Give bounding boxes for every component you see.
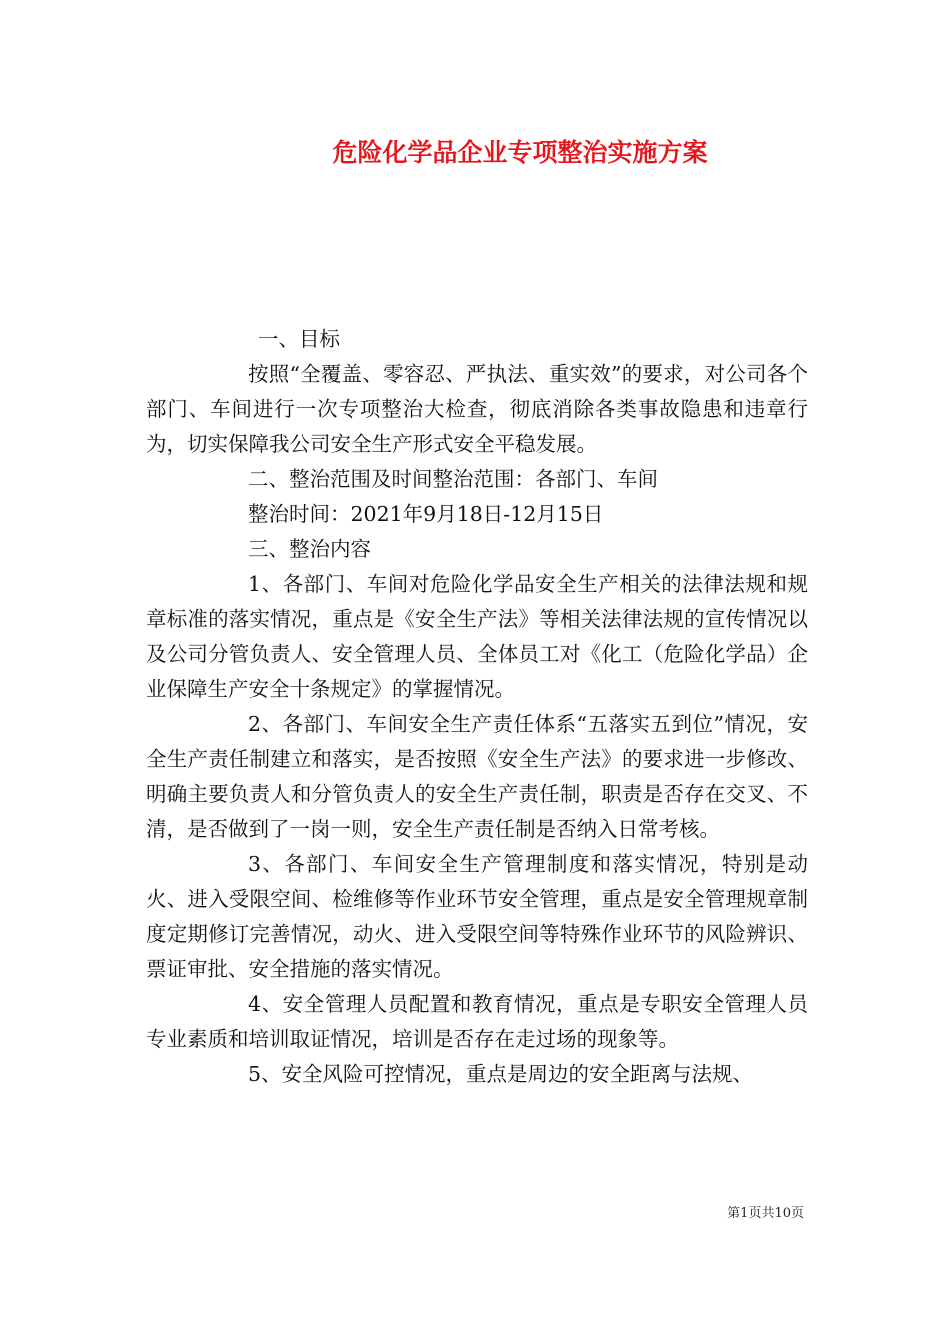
- paragraph-scope: 二、整治范围及时间整治范围：各部门、车间: [248, 467, 658, 491]
- paragraph-time: 整治时间：2021年9月18日-12月15日: [248, 502, 604, 526]
- page-number-footer: 第1页共10页: [727, 1206, 804, 1221]
- paragraph-item-2: 2、各部门、车间安全生产责任体系“五落实五到位”情况，安全生产责任制建立和落实，是否按照《安全生产法》的要求进一步修改、明确主要负责人和分管负责人的安全生产责任制，职责是否存在交叉、不清，是否做到了一岗一则，安全生产责任制是否纳入日常考核。: [146, 712, 808, 841]
- paragraph-section-goal: 一、目标: [258, 327, 340, 351]
- document-title: 危险化学品企业专项整治实施方案: [332, 138, 708, 167]
- paragraph-item-5: 5、安全风险可控情况，重点是周边的安全距离与法规、: [248, 1062, 754, 1086]
- paragraph-section-content: 三、整治内容: [248, 537, 371, 561]
- paragraph-item-3: 3、各部门、车间安全生产管理制度和落实情况，特别是动火、进入受限空间、检维修等作业环节安全管理，重点是安全管理规章制度定期修订完善情况，动火、进入受限空间等特殊作业环节的风险辨识、票证审批、安全措施的落实情况。: [146, 852, 808, 981]
- paragraph-item-1: 1、各部门、车间对危险化学品安全生产相关的法律法规和规章标准的落实情况，重点是《安全生产法》等相关法律法规的宣传情况以及公司分管负责人、安全管理人员、全体员工对《化工（危险化学品）企业保障生产安全十条规定》的掌握情况。: [146, 572, 808, 701]
- paragraph-goal-text: 按照“全覆盖、零容忍、严执法、重实效”的要求，对公司各个部门、车间进行一次专项整治大检查，彻底消除各类事故隐患和违章行为，切实保障我公司安全生产形式安全平稳发展。: [146, 362, 808, 456]
- paragraph-item-4: 4、安全管理人员配置和教育情况，重点是专职安全管理人员专业素质和培训取证情况，培训是否存在走过场的现象等。: [146, 992, 808, 1051]
- document-body: [146, 322, 808, 1092]
